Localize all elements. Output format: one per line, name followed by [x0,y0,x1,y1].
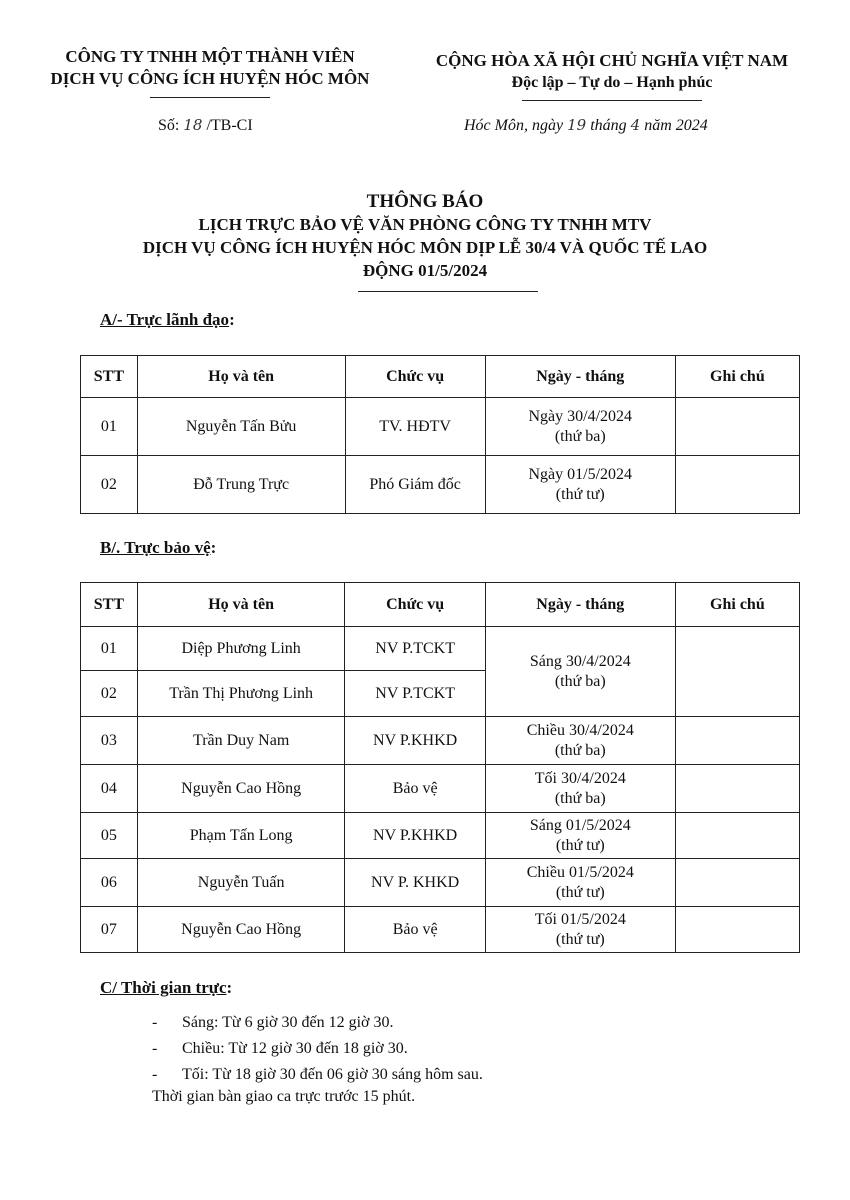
section-b-heading: B/. Trực bảo vệ: [100,538,217,557]
table-row: 03 Trần Duy Nam NV P.KHKD Chiều 30/4/2024 (thứ ba) [81,717,800,765]
table-row: 01 Diệp Phương Linh NV P.TCKT Sáng 30/4/2024 (thứ ba) [81,627,800,671]
table-row: 06 Nguyễn Tuấn NV P. KHKD Chiều 01/5/2024 (thứ tư) [81,859,800,907]
col-stt: STT [81,356,138,398]
date-day-handwritten: 19 [567,116,587,134]
security-table [80,582,800,953]
table-row: 02 Trần Thị Phương Linh NV P.TCKT [81,671,800,717]
title-line-4: ĐỘNG 01/5/2024 [362,261,488,280]
motto-underline [522,100,702,101]
col-stt: STT [81,583,138,627]
national-motto [412,50,812,94]
company-underline [150,97,270,98]
col-role: Chức vụ [345,356,485,398]
title-line-3: DỊCH VỤ CÔNG ÍCH HUYỆN HÓC MÔN DỊP LỄ 30/4 VÀ QUỐC TẾ LAO [142,238,708,257]
col-note: Ghi chú [675,583,799,627]
merged-date-cell: Sáng 30/4/2024 (thứ ba) [485,627,675,717]
document-number: Số: 18 /TB-CI [158,116,253,134]
table-header-row [81,583,800,627]
table-row: 02 Đỗ Trung Trực Phó Giám đốc Ngày 01/5/2024 (thứ tư) [81,456,800,514]
col-note: Ghi chú [675,356,799,398]
table-row: 07 Nguyễn Cao Hồng Bảo vệ Tối 01/5/2024 (thứ tư) [81,907,800,953]
notice-title [60,190,790,282]
leadership-table [80,355,800,514]
table-row: 01 Nguyễn Tấn Bửu TV. HĐTV Ngày 30/4/2024 (thứ ba) [81,398,800,456]
table-row: 05 Phạm Tấn Long NV P.KHKD Sáng 01/5/2024 (thứ tư) [81,813,800,859]
doc-number-handwritten: 18 [183,116,203,134]
col-role: Chức vụ [345,583,485,627]
date-month-handwritten: 4 [630,116,641,134]
col-date: Ngày - tháng [485,583,675,627]
col-name: Họ và tên [137,583,345,627]
company-line-1: CÔNG TY TNHH MỘT THÀNH VIÊN [65,47,355,66]
col-date: Ngày - tháng [485,356,675,398]
section-a-heading: A/- Trực lãnh đạo: [100,310,235,329]
table-row: 04 Nguyễn Cao Hồng Bảo vệ Tối 30/4/2024 (thứ ba) [81,765,800,813]
list-item: - Sáng: Từ 6 giờ 30 đến 12 giờ 30. [152,1010,483,1036]
shift-time-list [152,1010,483,1088]
list-item: - Tối: Từ 18 giờ 30 đến 06 giờ 30 sáng hôm sau. [152,1062,483,1088]
company-name [20,46,400,90]
title-underline [358,291,538,292]
nation-line-2: Độc lập – Tự do – Hạnh phúc [511,74,713,91]
list-item: - Chiều: Từ 12 giờ 30 đến 18 giờ 30. [152,1036,483,1062]
handover-note: Thời gian bàn giao ca trực trước 15 phút. [152,1088,416,1105]
section-c-heading: C/ Thời gian trực: [100,978,233,997]
company-line-2: DỊCH VỤ CÔNG ÍCH HUYỆN HÓC MÔN [50,69,370,88]
title-line-2: LỊCH TRỰC BẢO VỆ VĂN PHÒNG CÔNG TY TNHH MTV [198,215,652,234]
table-header-row [81,356,800,398]
title-line-1: THÔNG BÁO [366,191,484,212]
col-name: Họ và tên [137,356,345,398]
document-date: Hóc Môn, ngày 19 tháng 4 năm 2024 [464,116,708,134]
nation-line-1: CỘNG HÒA XÃ HỘI CHỦ NGHĨA VIỆT NAM [435,51,789,70]
